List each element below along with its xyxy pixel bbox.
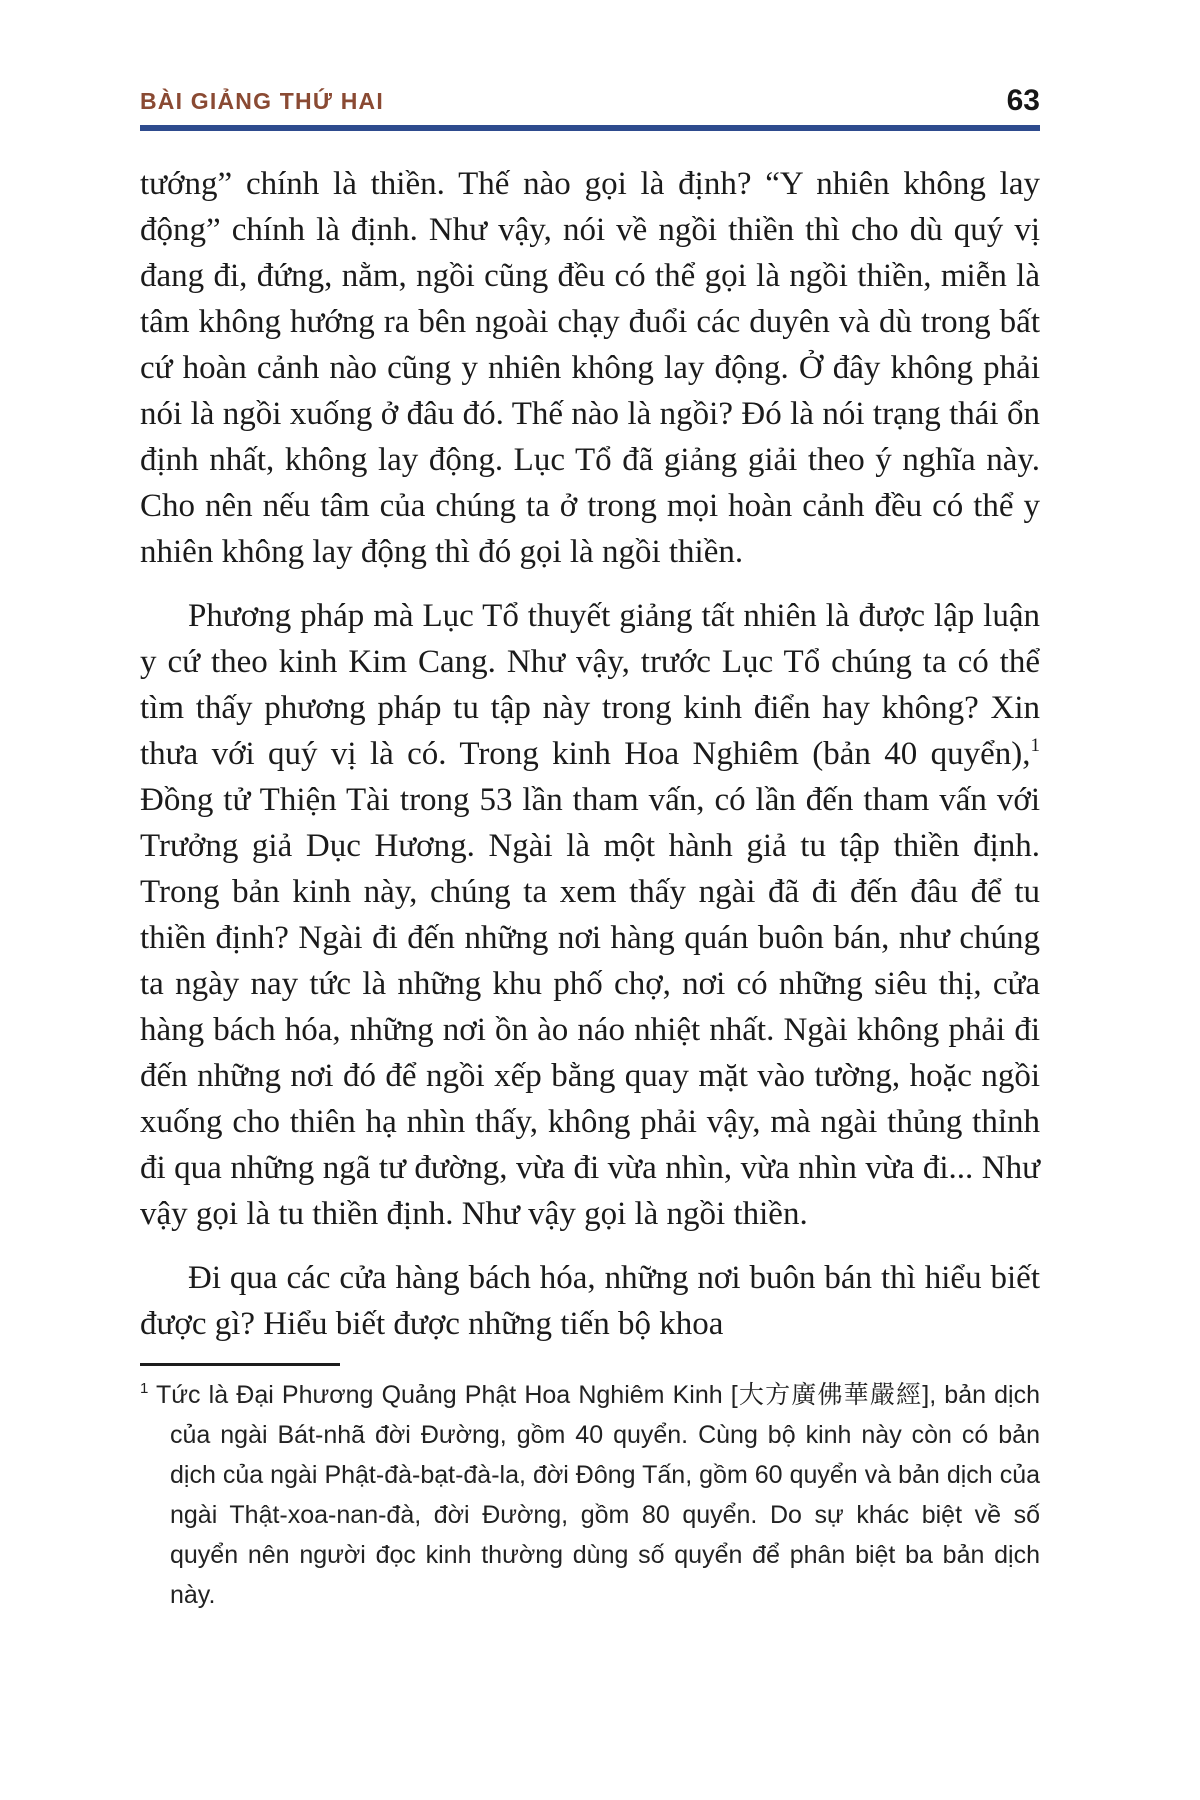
paragraph-2-text-pre: Phương pháp mà Lục Tổ thuyết giảng tất nhiên là được lập luận y cứ theo kinh Kim Cang. Như vậy, trước Lục Tổ chúng ta có thể tìm thấy phương pháp tu tập này trong kinh điển hay không? Xin thưa với quý vị là có. Trong kinh Hoa Nghiêm (bản 40 quyển), [140, 598, 1040, 772]
paragraph-3-text: Đi qua các cửa hàng bách hóa, những nơi buôn bán thì hiểu biết được gì? Hiểu biết được những tiến bộ khoa [140, 1260, 1040, 1342]
paragraph-2 [140, 593, 1040, 1237]
paragraph-1 [140, 161, 1040, 575]
footnote-rule [140, 1363, 340, 1366]
footnote-reference: 1 [1030, 735, 1040, 756]
page-number: 63 [1006, 84, 1040, 117]
body-text [140, 161, 1040, 1347]
running-head: BÀI GIẢNG THỨ HAI [140, 87, 384, 114]
page-header [140, 0, 1040, 117]
paragraph-2-text-post: Đồng tử Thiện Tài trong 53 lần tham vấn, có lần đến tham vấn với Trưởng giả Dục Hương. Ngài là một hành giả tu tập thiền định. Trong bản kinh này, chúng ta xem thấy ngài đã đi đến đâu để tu thiền định? Ngài đi đến những nơi hàng quán buôn bán, như chúng ta ngày nay tức là những khu phố chợ, nơi có những siêu thị, cửa hàng bách hóa, những nơi ồn ào náo nhiệt nhất. Ngài không phải đi đến những nơi đó để ngồi xếp bằng quay mặt vào tường, hoặc ngồi xuống cho thiên hạ nhìn thấy, không phải vậy, mà ngài thủng thỉnh đi qua những ngã tư đường, vừa đi vừa nhìn, vừa nhìn vừa đi... Như vậy gọi là tu thiền định. Như vậy gọi là ngồi thiền. [140, 782, 1040, 1232]
footnote [140, 1375, 1040, 1615]
paragraph-1-text: tướng” chính là thiền. Thế nào gọi là định? “Y nhiên không lay động” chính là định. Như vậy, nói về ngồi thiền thì cho dù quý vị đang đi, đứng, nằm, ngồi cũng đều có thể gọi là ngồi thiền, miễn là tâm không hướng ra bên ngoài chạy đuổi các duyên và dù trong bất cứ hoàn cảnh nào cũng y nhiên không lay động. Ở đây không phải nói là ngồi xuống ở đâu đó. Thế nào là ngồi? Đó là nói trạng thái ổn định nhất, không lay động. Lục Tổ đã giảng giải theo ý nghĩa này. Cho nên nếu tâm của chúng ta ở trong mọi hoàn cảnh đều có thể y nhiên không lay động thì đó gọi là ngồi thiền. [140, 166, 1040, 570]
footnote-text: Tức là Đại Phương Quảng Phật Hoa Nghiêm Kinh [大方廣佛華嚴經], bản dịch của ngài Bát-nhã đời Đường, gồm 40 quyển. Cùng bộ kinh này còn có bản dịch của ngài Phật-đà-bạt-đà-la, đời Đông Tấn, gồm 60 quyển và bản dịch của ngài Thật-xoa-nan-đà, đời Đường, gồm 80 quyển. Do sự khác biệt về số quyển nên người đọc kinh thường dùng số quyển để phân biệt ba bản dịch này. [156, 1381, 1040, 1609]
paragraph-3 [140, 1255, 1040, 1347]
footnote-marker: 1 [140, 1380, 149, 1397]
header-rule [140, 125, 1040, 131]
